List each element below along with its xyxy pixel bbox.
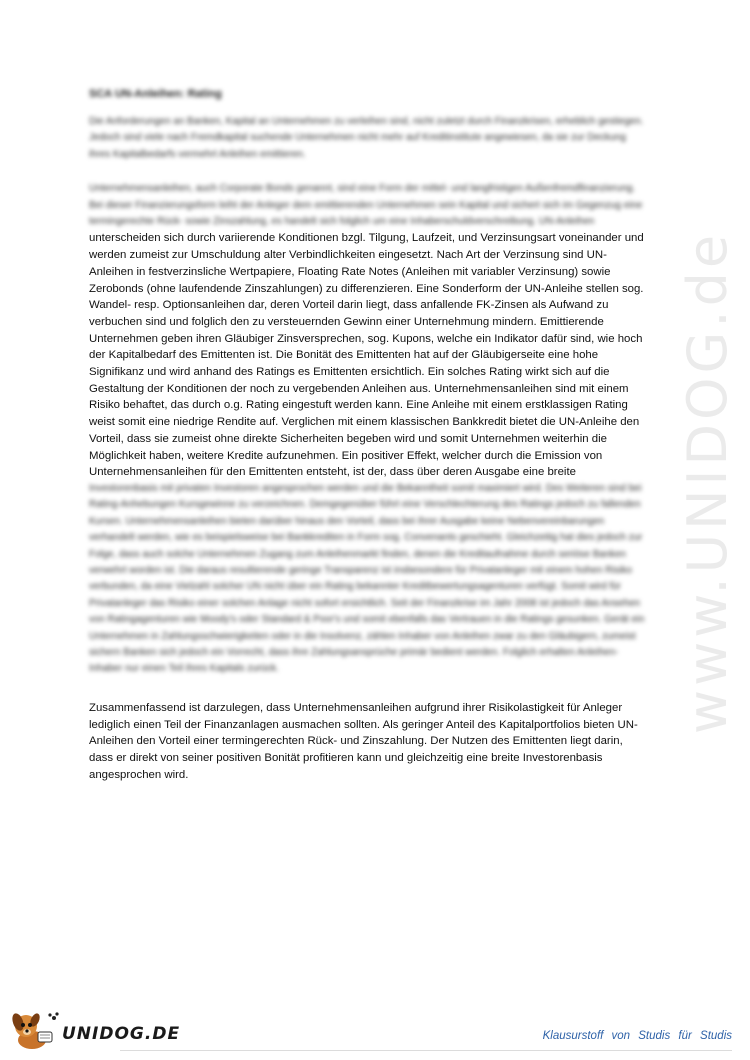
paragraph-conclusion: Zusammenfassend ist darzulegen, dass Unternehmensanleihen aufgrund ihrer Risikolastigkeit für Anleger lediglich einen Teil der Finanzanlagen ausmachen sollten. Als geringer Anteil des Kapitalportfolios bieten UN-Anleihen den Vorteil einer termingerechten Rück- und Zinszahlung. Der Nutzen des Emittenten liegt darin, dass er direkt von seiner positiven Bonität profitieren kann und gleichzeitig eine breite Investorenbasis angesprochen wird. xyxy=(89,701,638,781)
document-title: SCA UN-Anleihen: Rating xyxy=(89,88,222,100)
footer-divider xyxy=(120,1050,732,1051)
document-body xyxy=(89,88,645,783)
unidog-logo[interactable] xyxy=(8,1010,208,1050)
paragraph-main-blurred-end: Investorenbasis mit privaten Investoren angesprochen werden und die Bekanntheit somit maximiert wird. Des Weiteren sind bei Rating-Anhebungen Kursgewinne zu verzeichnen. Demgegenüber führt eine Verschlechterung des Ratings jedoch zu fallenden Kursen. Unternehmensanleihen bieten darüber hinaus den Vorteil, dass bei ihrer Ausgabe keine Nebenvereinbarungen verhandelt werden, wie es beispielsweise bei Bankkrediten in Form sog. Convenants geschieht. Gleichzeitig hat dies jedoch zur Folge, dass auch solche Unternehmen Zugang zum Anleihenmarkt finden, denen die Kreditaufnahme durch seriöse Banken verwehrt worden ist. Die daraus resultierende geringe Transparenz ist insbesondere für Privatanleger mit einem hohen Risiko verbunden, da eine Vielzahl solcher UN nicht über ein Rating bekannter Kreditbewertungsagenturen verfügt. Somit wird für Privatanleger das Risiko einer solchen Anlage nicht sofort ersichtlich. Seit der Finanzkrise im Jahr 2008 ist jedoch das Ansehen von Ratingagenturen wie Moody's oder Standard & Poor's und somit ebenfalls das Vertrauen in die Ratings gesunken. Gerät ein Unternehmen in Zahlungsschwierigkeiten oder in die Insolvenz, zählen Inhaber von Anleihen zwar zu den Gläubigern, zumeist sichern Banken sich jedoch ein Vorrecht, dass ihre Zahlungsansprüche primär bedient werden. Folglich erhalten Anleihen- Inhaber nur einen Teil ihres Kapitals zurück. xyxy=(89,482,645,675)
paragraph-main-blurred-start: Unternehmensanleihen, auch Corporate Bonds genannt, sind eine Form der mittel- und langfristigen Außenfremdfinanzierung. Bei dieser Finanzierungsform leiht der Anleger dem emittierenden Unternehmen sein Kapital und sichert sich im Gegenzug eine termingerechte Rück- sowie Zinszahlung, es handelt sich folglich um eine Inhaberschuldverschreibung. UN-Anleihen xyxy=(89,183,643,228)
logo-text: UNIDOG.DE xyxy=(62,1024,181,1044)
dog-mascot-icon xyxy=(8,1010,60,1054)
paragraph-main-visible: unterscheiden sich durch variierende Konditionen bzgl. Tilgung, Laufzeit, und Verzinsungsart voneinander und werden zumeist zur Umschuldung alter Verbindlichkeiten eingesetzt. Nach Art der Verzinsung sind UN-Anleihen in festverzinsliche Wertpapiere, Floating Rate Notes (Anleihen mit variabler Verzinsung) sowie Zerobonds (ohne laufendende Zinszahlungen) zu differenzieren. Eine Sonderform der UN-Anleihe stellen sog. Wandel- resp. Optionsanleihen dar, deren Vorteil darin liegt, dass anfallende FK-Zinsen als Aufwand zu verbuchen sind und folglich den zu versteuernden Gewinn einer Unternehmung mindern. Emittierende Unternehmen geben ihren Gläubiger Zinsversprechen, sog. Kupons, welche ein Indikator dafür sind, wie hoch der Kapitalbedarf des Emittenten ist. Die Bonität des Emittenten hat auf der Gläubigerseite eine hohe Signifikanz und wird anhand des Ratings es Emittenten ersichtlich. Ein solches Rating wirkt sich auf die Gestaltung der Konditionen der noch zu vergebenden Anleihen aus. Unternehmensanleihen sind mit einem Risiko behaftet, das durch o.g. Rating eingestuft werden kann. Eine Anleihe mit einem erstklassigen Rating weist somit eine niedrige Rendite auf. Verglichen mit einem klassischen Bankkredit bietet die UN-Anleihe den Vorteil, dass sie zumeist ohne direkte Sicherheiten begeben wird und somit Unternehmen weiterhin die Möglichkeit haben, weitere Kredite aufzunehmen. Ein positiver Effekt, welcher durch die Emission von Unternehmensanleihen für den Emittenten entsteht, ist der, dass über deren Ausgabe eine breite xyxy=(89,232,644,479)
watermark-text: www.UNIDOG.de xyxy=(676,230,740,734)
paragraph-intro: Die Anforderungen an Banken, Kapital an Unternehmen zu verleihen sind, nicht zuletzt durch Finanzkrisen, erheblich gestiegen. Jedoch sind viele nach Fremdkapital suchende Unternehmen nicht mehr auf Kreditinstitute angewiesen, da sie zur Deckung ihres Kapitalbedarfs vermehrt Anleihen emittieren. xyxy=(89,116,644,160)
footer-tagline: Klausurstoff von Studis für Studis xyxy=(542,1030,732,1042)
paragraph-main xyxy=(89,181,645,678)
watermark xyxy=(676,230,740,734)
